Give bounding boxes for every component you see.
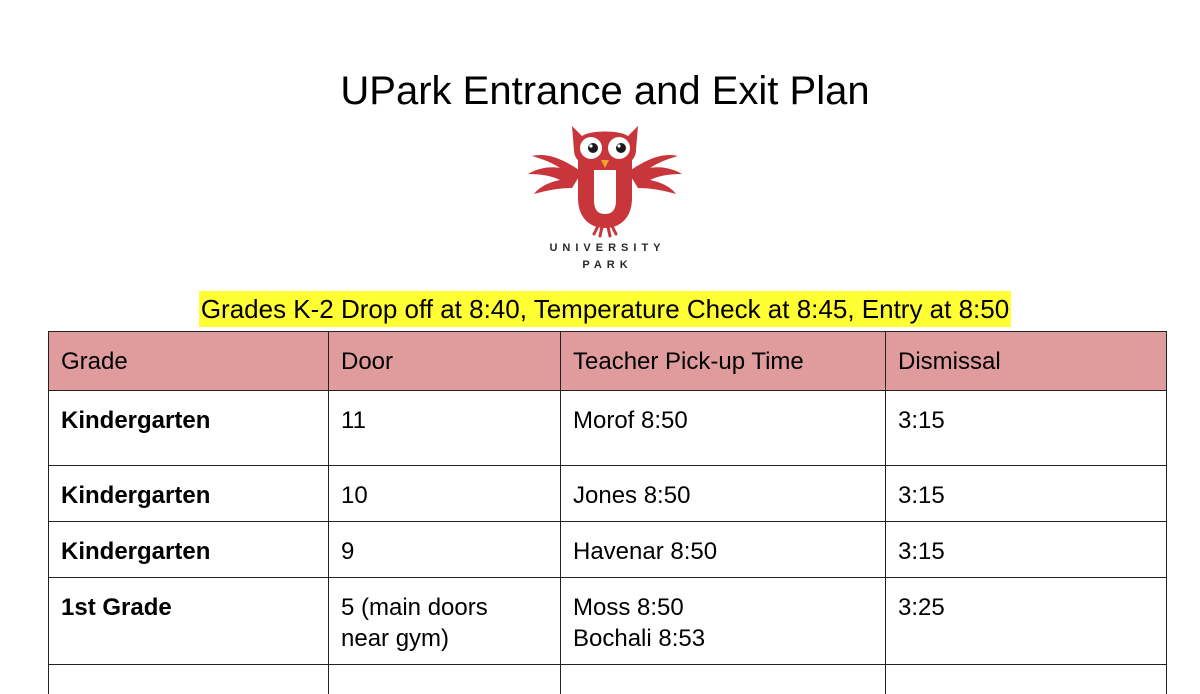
teacher-cell bbox=[561, 578, 886, 665]
grade-cell: Kindergarten bbox=[49, 391, 329, 466]
grade-cell: Kindergarten bbox=[49, 522, 329, 578]
teacher-line: Moss 8:50 bbox=[573, 594, 684, 621]
teacher-line: Bochali 8:53 bbox=[573, 625, 706, 652]
logo-text-university: UNIVERSITY bbox=[549, 242, 666, 254]
dismissal-cell: 3:25 bbox=[886, 578, 1167, 665]
teacher-cell: Jones 8:50 bbox=[561, 466, 886, 522]
table-row bbox=[49, 522, 1167, 578]
grade-cell: 1st Grade bbox=[49, 578, 329, 665]
entrance-exit-table bbox=[48, 331, 1167, 694]
dismissal-cell: 3:15 bbox=[886, 522, 1167, 578]
teacher-cell: Havenar 8:50 bbox=[561, 522, 886, 578]
door-cell: 10 bbox=[329, 466, 561, 522]
page-title: UPark Entrance and Exit Plan bbox=[340, 69, 870, 113]
dismissal-cell: 3:15 bbox=[886, 391, 1167, 466]
owl-logo-icon bbox=[520, 120, 690, 238]
header-door: Door bbox=[329, 332, 561, 391]
schedule-banner bbox=[0, 291, 1200, 327]
table-row-partial bbox=[49, 665, 1167, 694]
logo-text-park: PARK bbox=[582, 259, 633, 271]
door-cell: 11 bbox=[329, 391, 561, 466]
door-cell: 9 bbox=[329, 522, 561, 578]
header-teacher-pickup-time: Teacher Pick-up Time bbox=[561, 332, 886, 391]
schedule-subtitle: Grades K-2 Drop off at 8:40, Temperature Check at 8:45, Entry at 8:50 bbox=[199, 291, 1011, 327]
table-row bbox=[49, 391, 1167, 466]
dismissal-cell: 3:15 bbox=[886, 466, 1167, 522]
table-row bbox=[49, 578, 1167, 665]
header-grade: Grade bbox=[49, 332, 329, 391]
school-logo bbox=[520, 120, 690, 280]
door-cell bbox=[329, 578, 561, 665]
door-line: near gym) bbox=[341, 625, 450, 652]
table-row bbox=[49, 466, 1167, 522]
header-dismissal: Dismissal bbox=[886, 332, 1167, 391]
door-line: 5 (main doors bbox=[341, 594, 488, 621]
grade-cell: Kindergarten bbox=[49, 466, 329, 522]
table-header-row bbox=[49, 332, 1167, 391]
teacher-cell: Morof 8:50 bbox=[561, 391, 886, 466]
